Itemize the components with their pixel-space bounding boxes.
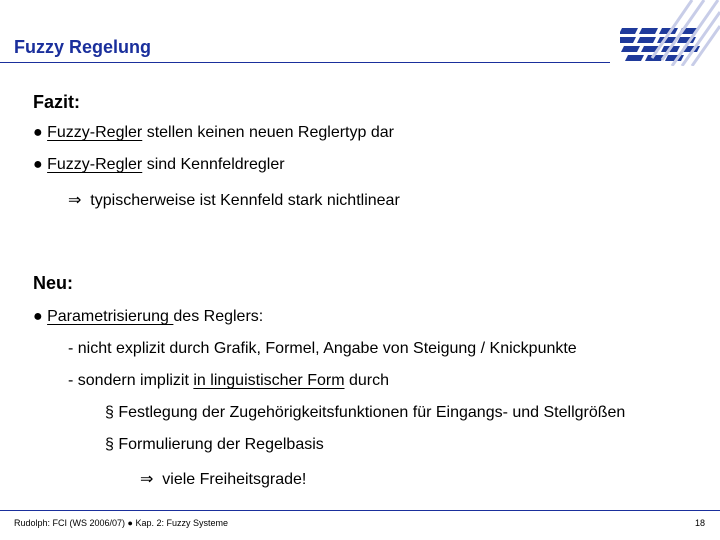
page-number: 18 <box>695 518 706 528</box>
bullet-term: Fuzzy-Regler <box>47 124 143 141</box>
implies-arrow-icon: ⇒ <box>140 471 154 488</box>
bullet-item <box>33 156 285 174</box>
sub-item: - nicht explizit durch Grafik, Formel, Angabe von Steigung / Knickpunkte <box>68 340 577 357</box>
sub-item <box>68 372 389 390</box>
university-logo-icon <box>620 0 720 66</box>
sub-sub-item: § Formulierung der Regelbasis <box>105 436 324 453</box>
bullet-text: stellen keinen neuen Reglertyp dar <box>142 124 394 141</box>
title-divider <box>0 62 610 63</box>
sub-item-prefix: - sondern implizit <box>68 372 194 389</box>
bullet-item <box>33 308 263 326</box>
bullet-prefix: ● <box>33 156 48 173</box>
implication-line <box>68 190 400 210</box>
bullet-prefix: ● <box>33 124 48 141</box>
slide-title: Fuzzy Regelung <box>14 37 152 57</box>
implication-text: typischerweise ist Kennfeld stark nichtlinear <box>90 192 400 209</box>
sub-sub-item: § Festlegung der Zugehörigkeitsfunktionen für Eingangs- und Stellgrößen <box>105 404 626 421</box>
section-heading-neu: Neu: <box>33 273 73 293</box>
footer-text: Rudolph: FCI (WS 2006/07) ● Kap. 2: Fuzzy Systeme <box>14 518 229 528</box>
implication-text: viele Freiheitsgrade! <box>162 471 307 488</box>
bullet-term: Parametrisierung <box>47 308 174 325</box>
section-heading-fazit: Fazit: <box>33 92 80 112</box>
sub-item-text: durch <box>344 372 389 389</box>
implies-arrow-icon: ⇒ <box>68 192 82 209</box>
bullet-term: Fuzzy-Regler <box>47 156 143 173</box>
sub-item-term: in linguistischer Form <box>193 372 345 389</box>
bullet-prefix: ● <box>33 308 48 325</box>
bullet-text: des Reglers: <box>173 308 264 325</box>
footer-divider <box>0 510 720 511</box>
implication-line <box>140 469 306 489</box>
bullet-text: sind Kennfeldregler <box>142 156 285 173</box>
bullet-item <box>33 124 394 142</box>
